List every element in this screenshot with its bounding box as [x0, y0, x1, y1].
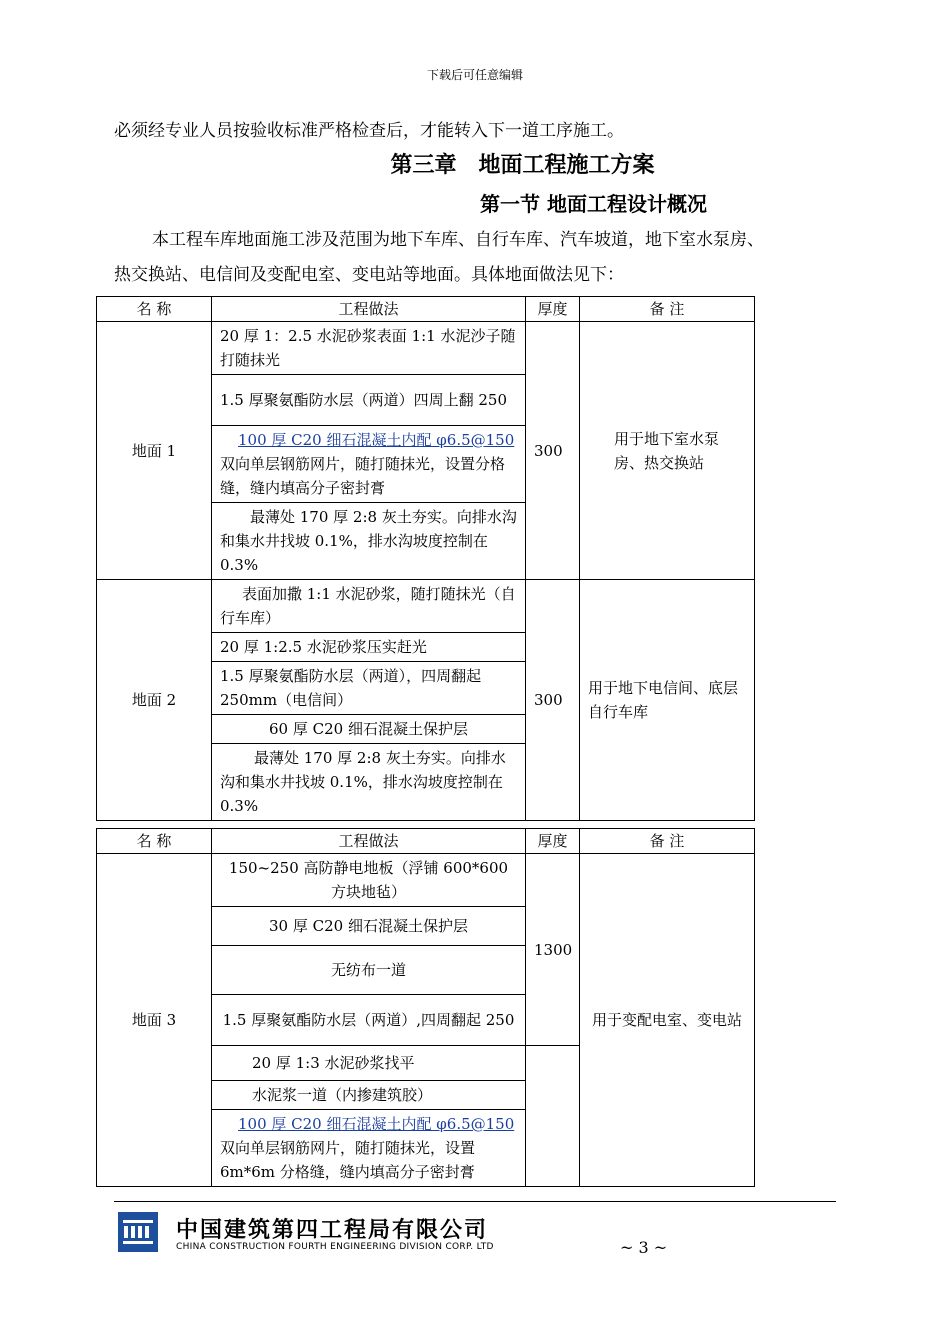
layer-cell	[212, 426, 526, 503]
section-title: 第一节 地面工程设计概况	[480, 192, 707, 216]
thickness-cell: 300	[526, 322, 580, 580]
layer-cell: 最薄处 170 厚 2:8 灰土夯实。向排水沟和集水井找坡 0.1%，排水沟坡度控制在 0.3%	[212, 744, 526, 821]
layer-cell: 60 厚 C20 细石混凝土保护层	[212, 715, 526, 744]
page-number: ~ 3 ~	[620, 1238, 668, 1257]
body-line-2: 热交换站、电信间及变配电室、变电站等地面。具体地面做法见下：	[114, 265, 624, 285]
layer-cell: 20 厚 1:2.5 水泥砂浆压实赶光	[212, 633, 526, 662]
layer-text: 双向单层钢筋网片，随打随抹光，设置分格缝，缝内填高分子密封膏	[220, 455, 506, 497]
floor-table-2	[96, 828, 755, 1187]
layer-cell: 表面加撒 1:1 水泥砂浆，随打随抹光（自行车库）	[212, 580, 526, 633]
table-row	[97, 854, 755, 907]
layer-cell: 1.5 厚聚氨酯防水层（两道），四周翻起 250mm（电信间）	[212, 662, 526, 715]
layer-cell: 1.5 厚聚氨酯防水层（两道）四周上翻 250	[212, 375, 526, 426]
header-thickness: 厚度	[526, 297, 580, 322]
remark-cell: 用于变配电室、变电站	[580, 854, 755, 1187]
footer-divider	[114, 1201, 836, 1202]
cscec-logo-icon	[118, 1212, 158, 1252]
floor-name: 地面 2	[97, 580, 212, 821]
company-logo	[118, 1212, 158, 1252]
floor-name: 地面 3	[97, 854, 212, 1187]
intro-text: 必须经专业人员按验收标准严格检查后，才能转入下一道工序施工。	[114, 121, 624, 141]
remark-cell: 用于地下室水泵房、热交换站	[580, 322, 755, 580]
layer-text: 双向单层钢筋网片，随打随抹光，设置 6m*6m 分格缝，缝内填高分子密封膏	[220, 1139, 476, 1181]
layer-cell: 1.5 厚聚氨酯防水层（两道）,四周翻起 250	[212, 995, 526, 1046]
table-row	[97, 580, 755, 633]
layer-cell: 20 厚 1:3 水泥砂浆找平	[212, 1046, 526, 1081]
chapter-title: 第三章 地面工程施工方案	[390, 152, 655, 178]
layer-cell: 20 厚 1：2.5 水泥砂浆表面 1:1 水泥沙子随打随抹光	[212, 322, 526, 375]
header-method: 工程做法	[212, 297, 526, 322]
layer-cell: 无纺布一道	[212, 946, 526, 995]
table-row	[97, 322, 755, 375]
link-text[interactable]: 100 厚 C20 细石混凝土内配 φ6.5@150	[238, 1115, 515, 1133]
header-name: 名 称	[97, 297, 212, 322]
layer-cell: 150~250 高防静电地板（浮铺 600*600 方块地毡）	[212, 854, 526, 907]
header-method: 工程做法	[212, 829, 526, 854]
body-line-1: 本工程车库地面施工涉及范围为地下车库、自行车库、汽车坡道，地下室水泵房、	[152, 230, 764, 250]
table-header-row	[97, 829, 755, 854]
header-note: 下载后可任意编辑	[426, 68, 523, 82]
thickness-cell: 1300	[526, 854, 580, 1046]
table-header-row	[97, 297, 755, 322]
header-thickness: 厚度	[526, 829, 580, 854]
layer-cell: 水泥浆一道（内掺建筑胶）	[212, 1081, 526, 1110]
company-name-cn: 中国建筑第四工程局有限公司	[176, 1218, 489, 1243]
floor-name: 地面 1	[97, 322, 212, 580]
header-name: 名 称	[97, 829, 212, 854]
layer-cell: 30 厚 C20 细石混凝土保护层	[212, 907, 526, 946]
company-name-en: CHINA CONSTRUCTION FOURTH ENGINEERING DIVISION CORP. LTD	[176, 1242, 494, 1252]
thickness-spacer	[526, 1046, 580, 1187]
thickness-cell: 300	[526, 580, 580, 821]
floor-table-1	[96, 296, 755, 821]
link-text[interactable]: 100 厚 C20 细石混凝土内配 φ6.5@150	[238, 431, 515, 449]
header-remark: 备 注	[580, 829, 755, 854]
layer-cell: 最薄处 170 厚 2:8 灰土夯实。向排水沟和集水井找坡 0.1%，排水沟坡度控制在 0.3%	[212, 503, 526, 580]
header-remark: 备 注	[580, 297, 755, 322]
layer-cell	[212, 1110, 526, 1187]
remark-cell: 用于地下电信间、底层自行车库	[580, 580, 755, 821]
